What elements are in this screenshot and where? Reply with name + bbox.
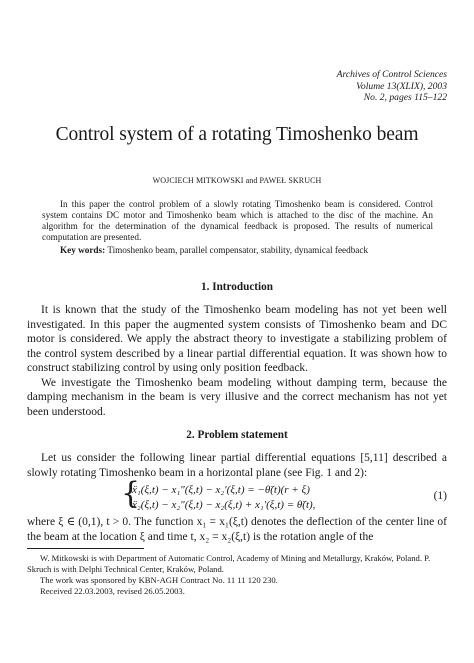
footnotes [27, 553, 447, 597]
paper-authors: WOJCIECH MITKOWSKI and PAWEŁ SKRUCH [152, 176, 322, 185]
journal-issue: No. 2, pages 115–122 [363, 92, 447, 104]
paragraph: where ξ ∈ (0,1), t > 0. The function x₁ = x₁(ξ,t) denotes the deflection of the center line of the beam at the location ξ and time t, x₂ = x₂(ξ,t) is the rotation angle of the [27, 516, 447, 543]
equation-line: ẍ₁(ξ,t) − x₁″(ξ,t) − x₂′(ξ,t) = −θ̈(t)(r + ξ) [132, 484, 310, 496]
footnote-rule [27, 548, 144, 549]
equation-number: (1) [433, 490, 447, 502]
post-equation-text [27, 515, 447, 544]
keywords [42, 245, 433, 256]
footnote-affiliation: W. Mitkowski is with Department of Automatic Control, Academy of Mining and Metallurgy, Kraków, Poland. P. Skruch is with Delphi Technical Center, Kraków, Poland. [27, 553, 431, 574]
equation-line: ẍ₂(ξ,t) − x₂″(ξ,t) − x₂(ξ,t) + x₁′(ξ,t) = θ̈(t), [132, 499, 316, 511]
journal-name: Archives of Control Sciences [336, 69, 447, 80]
paragraph: Let us consider the following linear partial differential equations [5,11] described a slowly rotating Timoshenko beam in a horizontal plane (see Fig. 1 and 2): [27, 452, 447, 479]
footnote-funding: The work was sponsored by KBN-AGH Contract No. 11 11 120 230. [40, 575, 278, 585]
keywords-label: Key words: [60, 245, 106, 256]
paragraph: We investigate the Timoshenko beam modeling without damping term, because the damping mechanism in the beam is very illusive and the correct mechanism has not yet been understood. [27, 376, 447, 418]
equation-brace: { [121, 476, 141, 511]
introduction-body [27, 303, 447, 419]
paragraph: It is known that the study of the Timoshenko beam modeling has not yet been well investigated. In this paper the augmented system consists of Timoshenko beam and DC motor is considered. We apply the abstract theory to investigate a stabilizing problem of the control system described by a linear partial differential equation. It was shown how to construct stabilizing control by using only position feedback. [27, 304, 447, 374]
journal-header [337, 69, 447, 104]
keywords-list: Timoshenko beam, parallel compensator, stability, dynamical feedback [107, 245, 369, 256]
footnote-received: Received 22.03.2003, revised 26.05.2003. [40, 586, 185, 596]
section-heading-introduction: 1. Introduction [201, 281, 273, 293]
equation-system [132, 483, 315, 513]
abstract [42, 199, 433, 256]
paper-title: Control system of a rotating Timoshenko beam [55, 124, 419, 145]
section-heading-problem-statement: 2. Problem statement [186, 429, 288, 441]
abstract-text: In this paper the control problem of a slowly rotating Timoshenko beam is considered. Control system contains DC motor and Timoshenko beam which is attached to the disc of the machine. An algorithm for the determination of the dynamical feedback is proposed. The results of numerical computation are presented. [42, 199, 433, 243]
problem-statement-body [27, 451, 447, 480]
journal-volume: Volume 13(XLIX), 2003 [356, 80, 447, 92]
